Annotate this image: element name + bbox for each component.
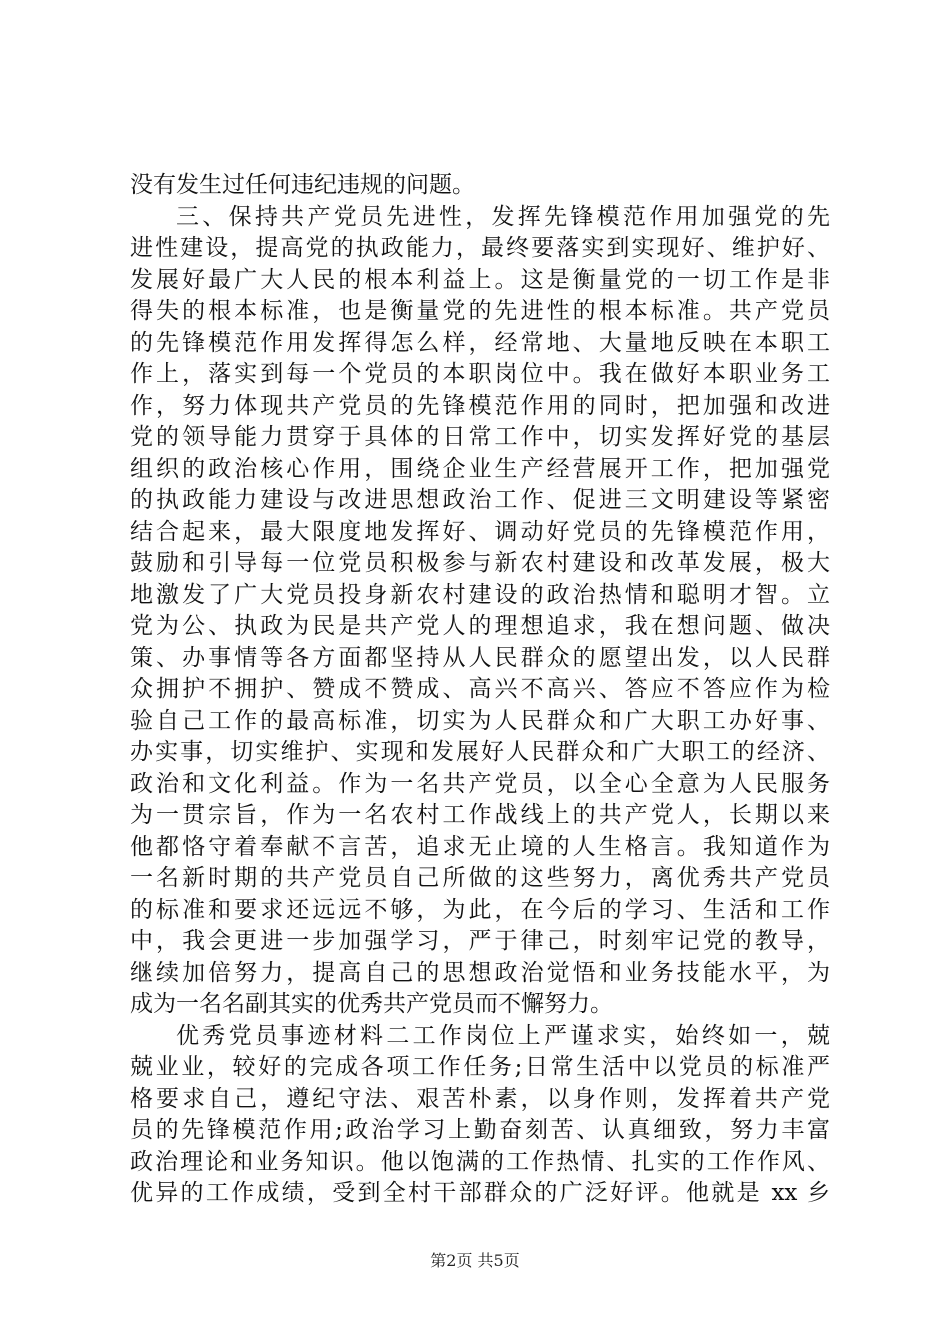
- text-line: 组织的政治核心作用，围绕企业生产经营展开工作，把加强党: [130, 455, 830, 482]
- text-line: 员的先锋模范作用;政治学习上勤奋刻苦、认真细致，努力丰富: [130, 1117, 830, 1143]
- text-line: 结合起来，最大限度地发挥好、调动好党员的先锋模范作用，: [130, 518, 830, 545]
- page-number: 第2页 共5页: [430, 1251, 520, 1270]
- text-line: 党的领导能力贯穿于具体的日常工作中，切实发挥好党的基层: [130, 424, 830, 450]
- text-line: 中，我会更进一步加强学习，严于律己，时刻牢记党的教导，: [130, 928, 830, 954]
- text-line: 没有发生过任何违纪违规的问题。: [130, 172, 475, 198]
- text-line: 鼓励和引导每一位党员积极参与新农村建设和改革发展，极大: [130, 550, 830, 576]
- text-line: 作，努力体现共产党员的先锋模范作用的同时，把加强和改进: [130, 392, 830, 419]
- text-line: 为一贯宗旨，作为一名农村工作战线上的共产党人，长期以来: [130, 802, 830, 828]
- text-line: 发展好最广大人民的根本利益上。这是衡量党的一切工作是非: [130, 266, 830, 293]
- text-line: 得失的根本标准，也是衡量党的先进性的根本标准。共产党员: [130, 298, 830, 324]
- text-line: 优异的工作成绩，受到全村干部群众的广泛好评。他就是 xx 乡: [130, 1180, 830, 1206]
- text-line: 他都恪守着奉献不言苦，追求无止境的人生格言。我知道作为: [130, 833, 830, 860]
- text-line: 一名新时期的共产党员自己所做的这些努力，离优秀共产党员: [130, 865, 830, 891]
- text-line: 办实事，切实维护、实现和发展好人民群众和广大职工的经济、: [130, 739, 830, 765]
- text-line: 格要求自己，遵纪守法、艰苦朴素，以身作则，发挥着共产党: [130, 1085, 830, 1112]
- text-line: 进性建设，提高党的执政能力，最终要落实到实现好、维护好、: [130, 235, 830, 261]
- document-body: [130, 170, 830, 1210]
- text-line: 继续加倍努力，提高自己的思想政治觉悟和业务技能水平，为: [130, 959, 830, 986]
- text-line: 地激发了广大党员投身新农村建设的政治热情和聪明才智。立: [130, 581, 830, 608]
- text-line: 验自己工作的最高标准，切实为人民群众和广大职工办好事、: [130, 707, 830, 734]
- text-line: 众拥护不拥护、赞成不赞成、高兴不高兴、答应不答应作为检: [130, 676, 830, 702]
- text-line: 政治理论和业务知识。他以饱满的工作热情、扎实的工作作风、: [130, 1148, 830, 1175]
- text-line: 成为一名名副其实的优秀共产党员而不懈努力。: [130, 991, 613, 1017]
- text-line: 的标准和要求还远远不够，为此，在今后的学习、生活和工作: [130, 896, 830, 923]
- text-line: 优秀党员事迹材料二工作岗位上严谨求实，始终如一，兢: [176, 1022, 830, 1049]
- text-line: 的先锋模范作用发挥得怎么样，经常地、大量地反映在本职工: [130, 329, 830, 356]
- text-line: 三、保持共产党员先进性，发挥先锋模范作用加强党的先: [176, 203, 830, 230]
- text-line: 政治和文化利益。作为一名共产党员，以全心全意为人民服务: [130, 770, 830, 797]
- text-line: 党为公、执政为民是共产党人的理想追求，我在想问题、做决: [130, 613, 830, 639]
- text-line: 策、办事情等各方面都坚持从人民群众的愿望出发，以人民群: [130, 644, 830, 671]
- text-line: 的执政能力建设与改进思想政治工作、促进三文明建设等紧密: [130, 487, 830, 513]
- text-line: 作上，落实到每一个党员的本职岗位中。我在做好本职业务工: [130, 361, 830, 387]
- text-line: 兢业业，较好的完成各项工作任务;日常生活中以党员的标准严: [130, 1054, 830, 1080]
